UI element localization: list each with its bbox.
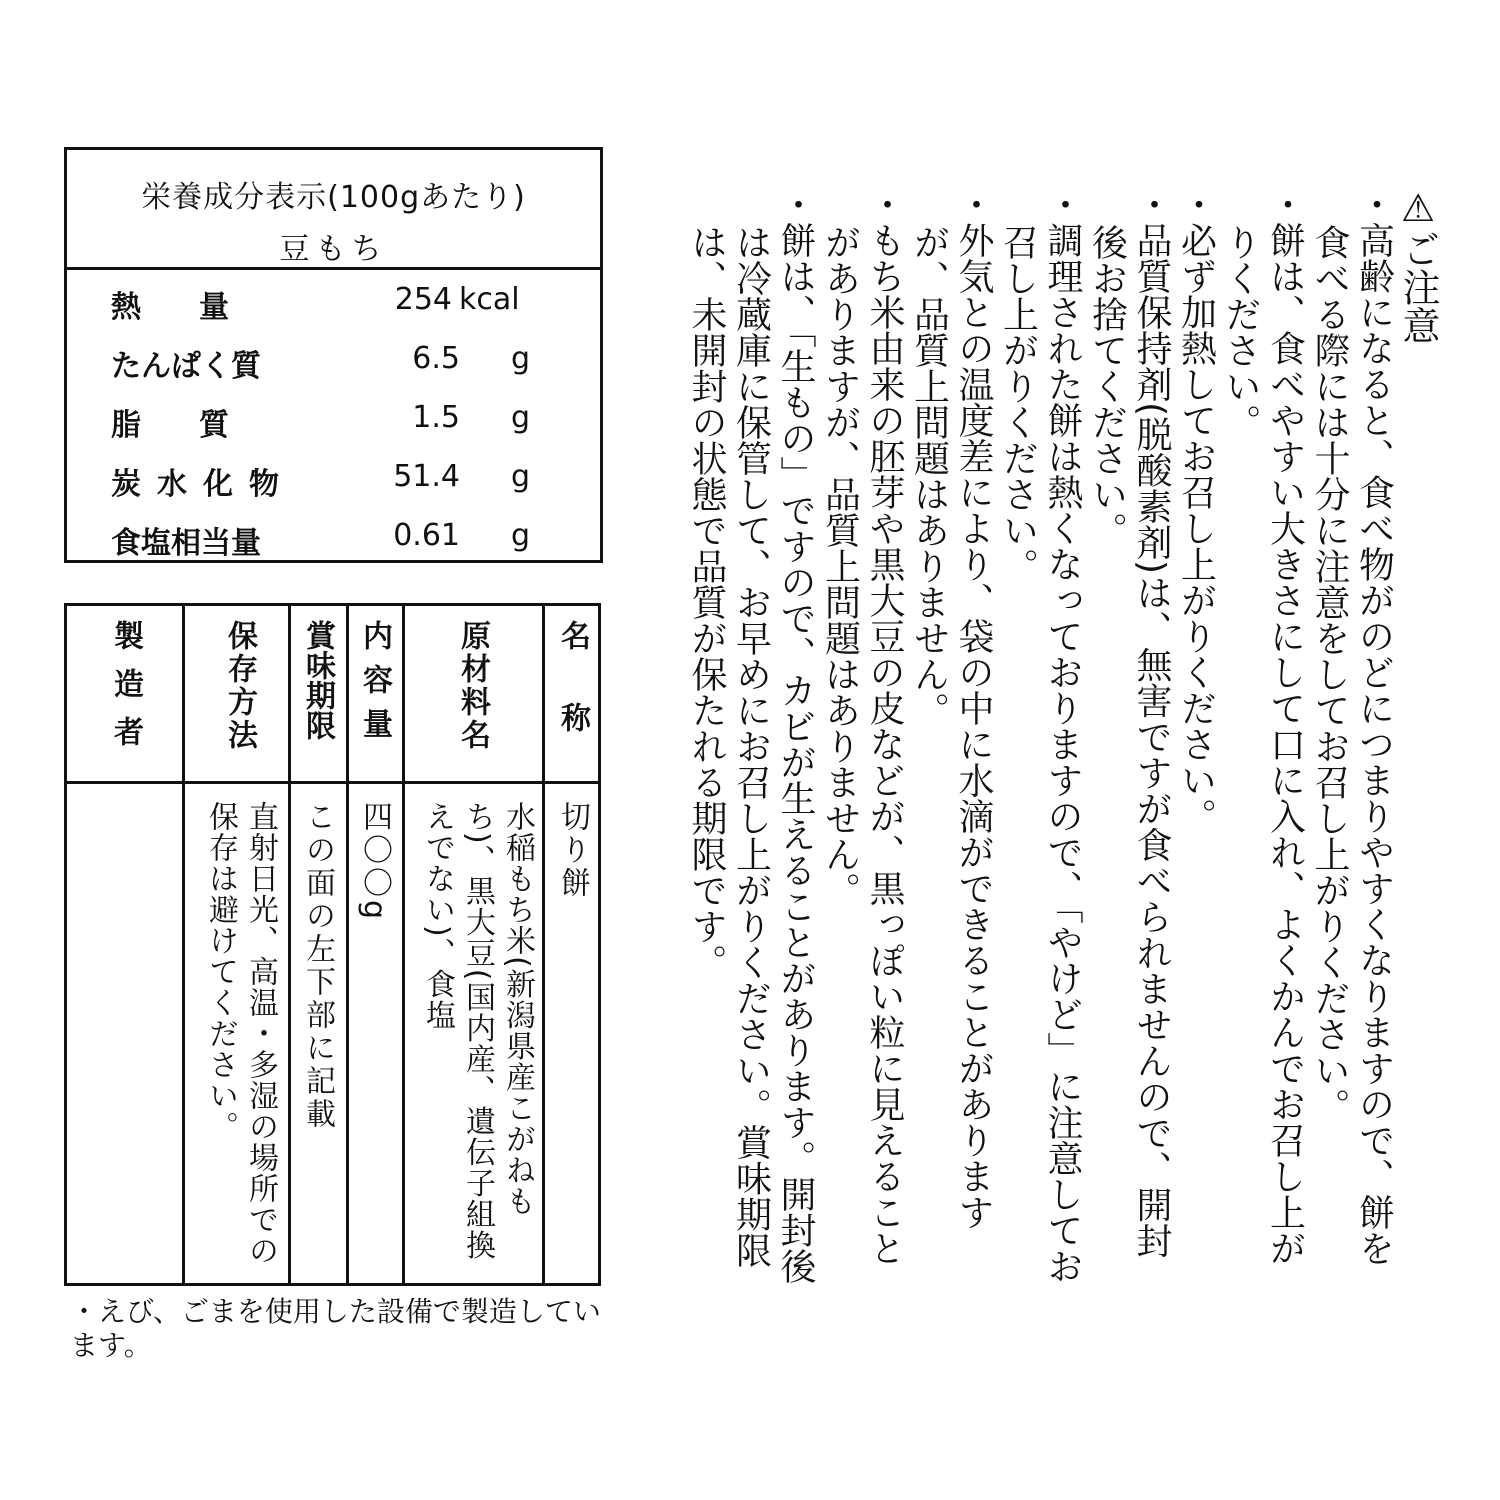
value-ingredients: 水稲もち米(新潟県産こがねもち)、黒大豆(国内産、遺伝子組換えでない)、食塩	[420, 801, 535, 1261]
nutrition-header	[67, 150, 600, 270]
column-divider	[182, 606, 185, 1283]
caution-item: ・調理された餅は熱くなっておりますので、「やけど」に注意してお召し上がりください。	[997, 186, 1083, 1284]
caution-item: ・餅は、「生もの」ですので、カビが生えることがあります。開封後は冷蔵庫に保管して、お早めにお召し上がりください。賞味期限は、未開封の状態で品質が保たれる期限です。	[686, 186, 816, 1284]
header-contents: 内容量	[357, 620, 392, 752]
column-divider	[346, 606, 349, 1283]
nutrition-value: 0.61	[393, 518, 460, 553]
nutrition-value: 51.4	[393, 459, 460, 494]
column-divider	[288, 606, 291, 1283]
nutrition-row-protein	[67, 329, 600, 388]
header-ingredients: 原材料名	[455, 620, 490, 752]
nutrition-unit: kcal	[459, 282, 520, 317]
header-manufacturer: 製造者	[108, 620, 143, 764]
nutrition-value: 6.5	[412, 341, 460, 376]
nutrition-unit: g	[511, 400, 531, 435]
nutrition-facts-table	[64, 147, 603, 563]
value-best-before: この面の左下部に記載	[300, 801, 335, 1131]
column-divider	[542, 606, 545, 1283]
caution-item: ・品質保持剤(脱酸素剤)は、無害ですが食べられませんので、開封後お捨てください。	[1086, 186, 1172, 1259]
nutrition-label: たんぱく質	[111, 349, 261, 384]
nutrition-unit: g	[511, 341, 531, 376]
nutrition-value: 1.5	[412, 400, 460, 435]
nutrition-title: 栄養成分表示(100gあたり)	[141, 180, 526, 215]
column-divider	[402, 606, 405, 1283]
value-contents: 四〇〇g	[357, 801, 392, 923]
nutrition-row-energy	[67, 270, 600, 329]
header-name: 名称	[555, 620, 590, 784]
value-name: 切り餅	[555, 801, 590, 900]
caution-heading-text: ご注意	[1396, 230, 1440, 344]
caution-item: ・外気との温度差により、袋の中に水滴ができることがありますが、品質上問題はありません。	[908, 186, 994, 1230]
allergen-note: ・えび、ごまを使用した設備で製造しています。	[70, 1295, 601, 1362]
nutrition-row-salt	[67, 506, 600, 565]
caution-section	[660, 186, 1440, 1294]
caution-item: ・高齢になると、食べ物がのどにつまりやすくなりますので、餅を食べる際には十分に注意をしてお召し上がりください。	[1309, 186, 1395, 1266]
header-divider	[67, 781, 598, 784]
nutrition-unit: g	[511, 459, 531, 494]
header-storage: 保存方法	[222, 620, 257, 752]
product-name: 豆もち	[279, 232, 388, 267]
product-info-table	[64, 603, 601, 1286]
nutrition-label: 食塩相当量	[111, 526, 261, 561]
caution-item: ・餅は、食べやすい大きさにして口に入れ、よくかんでお召し上がりください。	[1220, 186, 1306, 1266]
nutrition-label: 脂質	[111, 408, 287, 443]
caution-item: ・もち米由来の胚芽や黒大豆の皮などが、黒っぽい粒に見えることがありますが、品質上問題はありません。	[819, 186, 905, 1266]
nutrition-label: 炭水化物	[111, 467, 295, 502]
nutrition-row-fat	[67, 388, 600, 447]
warning-triangle-icon: ⚠	[1396, 186, 1440, 230]
nutrition-row-carbohydrate	[67, 447, 600, 506]
caution-heading	[1396, 186, 1441, 1294]
caution-item: ・必ず加熱してお召し上がりください。	[1175, 186, 1217, 834]
header-best-before: 賞味期限	[300, 620, 335, 740]
nutrition-value: 254	[394, 282, 452, 317]
nutrition-unit: g	[511, 518, 531, 553]
value-storage: 直射日光、高温・多湿の場所での保存は避けてください。	[203, 801, 278, 1266]
nutrition-label: 熱量	[111, 290, 287, 325]
